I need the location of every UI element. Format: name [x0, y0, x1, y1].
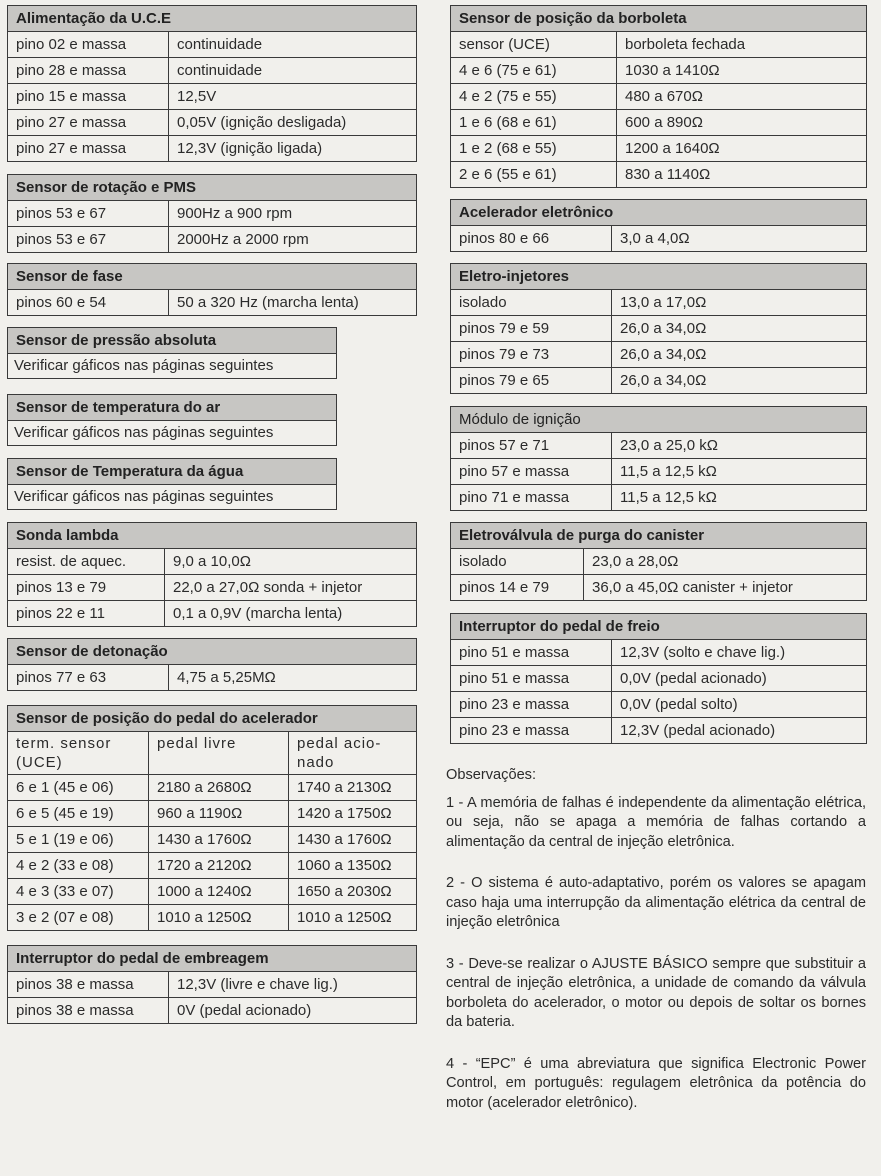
- cell: isolado: [459, 294, 507, 311]
- cell: 23,0 a 28,0Ω: [583, 549, 866, 574]
- table-row: [8, 972, 416, 998]
- cell: 11,5 a 12,5 kΩ: [611, 459, 866, 484]
- cell: 4 e 6 (75 e 61): [459, 62, 557, 79]
- table-row: [8, 32, 416, 58]
- cell: pinos 53 e 67: [16, 231, 107, 248]
- table-sensor-fase: [7, 263, 417, 316]
- table-sensor-detonacao: [7, 638, 417, 691]
- cell: 900Hz a 900 rpm: [168, 201, 416, 226]
- table-row: [451, 316, 866, 342]
- table-sensor-borboleta: [450, 5, 867, 188]
- cell: 2 e 6 (55 e 61): [459, 166, 557, 183]
- cell: 1 e 2 (68 e 55): [459, 140, 557, 157]
- observation-item: 3 - Deve-se realizar o AJUSTE BÁSICO sempre que substituir a central de injeção eletrônica, a unidade de comando da válvula borboleta do acelerador, o motor ou depois de soltar os bornes da bateria.: [446, 955, 866, 1030]
- table-row: [8, 775, 416, 801]
- table-title: Sonda lambda: [8, 523, 416, 549]
- table-row: [8, 879, 416, 905]
- cell: continuidade: [168, 58, 416, 83]
- table-text: Verificar gáficos nas páginas seguintes: [14, 488, 274, 505]
- table-row: [451, 84, 866, 110]
- table-row: [8, 601, 416, 626]
- table-title: Sensor de fase: [8, 264, 416, 290]
- table-acelerador-eletronico: [450, 199, 867, 252]
- table-title: Sensor de rotação e PMS: [8, 175, 416, 201]
- cell: 22,0 a 27,0Ω sonda + injetor: [164, 575, 416, 600]
- observations-heading: Observações:: [446, 767, 537, 783]
- table-row: [451, 692, 866, 718]
- table-row: [8, 827, 416, 853]
- cell: 3 e 2 (07 e 08): [16, 909, 114, 926]
- table-row: [8, 905, 416, 930]
- table-title: Sensor de detonação: [8, 639, 416, 665]
- observation-item: 1 - A memória de falhas é independente da alimentação elétrica, ou seja, não se apaga a memória de falhas cortando a alimentação da central de injeção eletrônica.: [446, 794, 866, 850]
- cell: pinos 79 e 59: [459, 320, 550, 337]
- column-header: pedal acio- nado: [288, 732, 416, 774]
- cell: isolado: [459, 553, 507, 570]
- cell: 4 e 2 (75 e 55): [459, 88, 557, 105]
- table-row: [451, 368, 866, 393]
- cell: pinos 14 e 79: [459, 579, 550, 596]
- table-row: [451, 433, 866, 459]
- cell: 1420 a 1750Ω: [288, 801, 416, 826]
- table-pedal-acelerador: [7, 705, 417, 931]
- observation-item: 2 - O sistema é auto-adaptativo, porém os valores se apagam caso haja uma interrupção da alimentação elétrica da central de injeção eletrônica: [446, 875, 866, 930]
- cell: pino 23 e massa: [459, 696, 570, 713]
- table-text: Verificar gáficos nas páginas seguintes: [14, 424, 274, 441]
- cell: pinos 53 e 67: [16, 205, 107, 222]
- cell: pino 28 e massa: [16, 62, 127, 79]
- cell: 11,5 a 12,5 kΩ: [611, 485, 866, 510]
- table-row: [8, 136, 416, 161]
- cell: 1000 a 1240Ω: [148, 879, 288, 904]
- cell: pino 27 e massa: [16, 140, 127, 157]
- cell: 26,0 a 34,0Ω: [611, 316, 866, 341]
- cell: 12,3V (livre e chave lig.): [168, 972, 416, 997]
- table-row: [451, 110, 866, 136]
- table-alimentacao-uce: [7, 5, 417, 162]
- cell: 830 a 1140Ω: [616, 162, 866, 187]
- cell: 1060 a 1350Ω: [288, 853, 416, 878]
- table-row: [8, 665, 416, 690]
- cell: 0,0V (pedal acionado): [611, 666, 866, 691]
- table-title: Acelerador eletrônico: [451, 200, 866, 226]
- cell: pino 27 e massa: [16, 114, 127, 131]
- table-row: [451, 342, 866, 368]
- column-header: pedal livre: [148, 732, 288, 774]
- cell: pinos 57 e 71: [459, 437, 550, 454]
- table-title: Módulo de ignição: [451, 407, 866, 433]
- table-title: Eletroválvula de purga do canister: [451, 523, 866, 549]
- table-row: [8, 58, 416, 84]
- table-row: [8, 201, 416, 227]
- table-row: [8, 549, 416, 575]
- cell: 0V (pedal acionado): [168, 998, 416, 1023]
- observation-item: 4 - “EPC” é uma abreviatura que significa Electronic Power Control, em português: regulagem eletrônica da potência do motor (acelerador eletrônico).: [446, 1055, 866, 1111]
- table-row: [8, 853, 416, 879]
- cell: 12,3V (solto e chave lig.): [611, 640, 866, 665]
- cell: 13,0 a 17,0Ω: [611, 290, 866, 315]
- cell: 6 e 5 (45 e 19): [16, 805, 114, 822]
- cell: pinos 38 e massa: [16, 1002, 134, 1019]
- cell: 0,1 a 0,9V (marcha lenta): [164, 601, 416, 626]
- cell: 4 e 2 (33 e 08): [16, 857, 114, 874]
- observations: [446, 766, 866, 1135]
- table-eletrovalvula-canister: [450, 522, 867, 601]
- table-sensor-temp-ar: [7, 394, 337, 446]
- table-sensor-pressao: [7, 327, 337, 379]
- table-row: [451, 136, 866, 162]
- table-row: [451, 459, 866, 485]
- cell: sensor (UCE): [459, 36, 550, 53]
- cell: pino 51 e massa: [459, 644, 570, 661]
- cell: 23,0 a 25,0 kΩ: [611, 433, 866, 458]
- table-title: Alimentação da U.C.E: [8, 6, 416, 32]
- column-header: term. sensor (UCE): [16, 735, 112, 771]
- cell: borboleta fechada: [616, 32, 866, 57]
- table-row: [8, 84, 416, 110]
- cell: 1430 a 1760Ω: [288, 827, 416, 852]
- cell: pino 57 e massa: [459, 463, 570, 480]
- cell: 960 a 1190Ω: [148, 801, 288, 826]
- cell: resist. de aquec.: [16, 553, 127, 570]
- table-row: [8, 110, 416, 136]
- table-row: [451, 718, 866, 743]
- table-modulo-ignicao: [450, 406, 867, 511]
- cell: pinos 77 e 63: [16, 669, 107, 686]
- table-row: [451, 640, 866, 666]
- table-header-row: [8, 732, 416, 775]
- cell: 480 a 670Ω: [616, 84, 866, 109]
- cell: 36,0 a 45,0Ω canister + injetor: [583, 575, 866, 600]
- table-row: [451, 162, 866, 187]
- cell: pino 02 e massa: [16, 36, 127, 53]
- cell: pinos 60 e 54: [16, 294, 107, 311]
- table-title: Sensor de posição do pedal do acelerador: [8, 706, 416, 732]
- table-row: [8, 998, 416, 1023]
- cell: pinos 80 e 66: [459, 230, 550, 247]
- table-row: [8, 801, 416, 827]
- cell: pino 23 e massa: [459, 722, 570, 739]
- cell: 1740 a 2130Ω: [288, 775, 416, 800]
- cell: pinos 22 e 11: [16, 605, 105, 622]
- cell: 1 e 6 (68 e 61): [459, 114, 557, 131]
- table-text: Verificar gáficos nas páginas seguintes: [14, 357, 274, 374]
- table-sonda-lambda: [7, 522, 417, 627]
- table-title: Eletro-injetores: [451, 264, 866, 290]
- cell: 4 e 3 (33 e 07): [16, 883, 114, 900]
- cell: 2180 a 2680Ω: [148, 775, 288, 800]
- cell: 3,0 a 4,0Ω: [611, 226, 866, 251]
- cell: 9,0 a 10,0Ω: [164, 549, 416, 574]
- table-pedal-freio: [450, 613, 867, 744]
- cell: 12,5V: [168, 84, 416, 109]
- cell: 0,0V (pedal solto): [611, 692, 866, 717]
- table-row: [451, 485, 866, 510]
- cell: pino 51 e massa: [459, 670, 570, 687]
- table-row: [451, 575, 866, 600]
- table-row: [451, 290, 866, 316]
- cell: 600 a 890Ω: [616, 110, 866, 135]
- cell: 4,75 a 5,25MΩ: [168, 665, 416, 690]
- table-title: Sensor de posição da borboleta: [451, 6, 866, 32]
- table-row: [451, 58, 866, 84]
- cell: 1720 a 2120Ω: [148, 853, 288, 878]
- table-row: [451, 666, 866, 692]
- cell: continuidade: [168, 32, 416, 57]
- table-title: Interruptor do pedal de freio: [451, 614, 866, 640]
- cell: pino 15 e massa: [16, 88, 127, 105]
- cell: 2000Hz a 2000 rpm: [168, 227, 416, 252]
- table-row: [8, 227, 416, 252]
- cell: 12,3V (ignição ligada): [168, 136, 416, 161]
- cell: 1200 a 1640Ω: [616, 136, 866, 161]
- table-title: Sensor de Temperatura da água: [8, 459, 336, 485]
- table-sensor-rotacao: [7, 174, 417, 253]
- cell: 26,0 a 34,0Ω: [611, 342, 866, 367]
- table-row: [451, 549, 866, 575]
- table-title: Sensor de temperatura do ar: [8, 395, 336, 421]
- cell: 1010 a 1250Ω: [288, 905, 416, 930]
- cell: 6 e 1 (45 e 06): [16, 779, 114, 796]
- cell: pino 71 e massa: [459, 489, 570, 506]
- cell: 1430 a 1760Ω: [148, 827, 288, 852]
- table-title: Interruptor do pedal de embreagem: [8, 946, 416, 972]
- cell: 1010 a 1250Ω: [148, 905, 288, 930]
- cell: 0,05V (ignição desligada): [168, 110, 416, 135]
- table-row: [8, 575, 416, 601]
- cell: 1650 a 2030Ω: [288, 879, 416, 904]
- cell: 12,3V (pedal acionado): [611, 718, 866, 743]
- cell: pinos 38 e massa: [16, 976, 134, 993]
- table-row: [451, 32, 866, 58]
- cell: pinos 79 e 65: [459, 372, 550, 389]
- table-eletro-injetores: [450, 263, 867, 394]
- table-row: [8, 290, 416, 315]
- cell: 1030 a 1410Ω: [616, 58, 866, 83]
- cell: pinos 79 e 73: [459, 346, 550, 363]
- cell: pinos 13 e 79: [16, 579, 107, 596]
- cell: 26,0 a 34,0Ω: [611, 368, 866, 393]
- table-sensor-temp-agua: [7, 458, 337, 510]
- table-title: Sensor de pressão absoluta: [8, 328, 336, 354]
- table-pedal-embreagem: [7, 945, 417, 1024]
- table-row: [451, 226, 866, 251]
- cell: 50 a 320 Hz (marcha lenta): [168, 290, 416, 315]
- cell: 5 e 1 (19 e 06): [16, 831, 114, 848]
